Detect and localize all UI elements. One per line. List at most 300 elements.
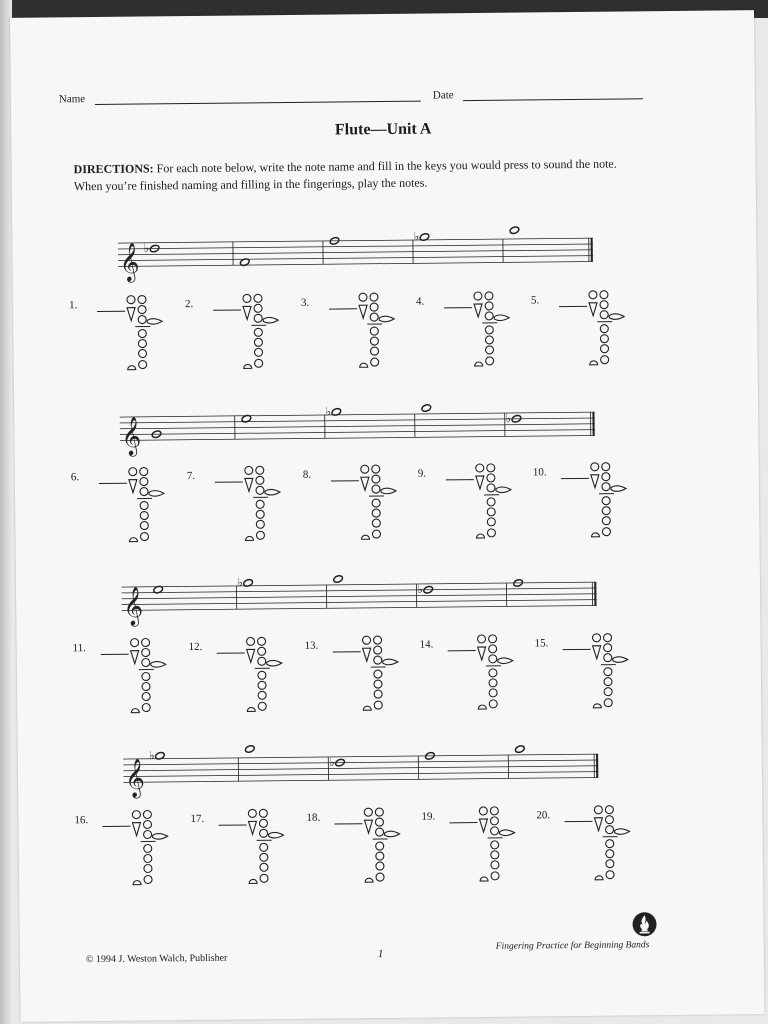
g-sharp-key[interactable] xyxy=(613,657,628,663)
thumb-key-b-flat[interactable] xyxy=(485,292,493,300)
right-hand-key-1[interactable] xyxy=(256,500,264,508)
right-hand-key-3[interactable] xyxy=(139,349,147,357)
left-hand-key-2[interactable] xyxy=(260,829,268,837)
left-hand-key-2[interactable] xyxy=(485,312,493,320)
thumb-key-b-flat[interactable] xyxy=(374,636,382,644)
thumb-lever-key[interactable] xyxy=(479,819,487,832)
right-hand-key-3[interactable] xyxy=(600,345,608,353)
left-hand-key-2[interactable] xyxy=(142,658,150,666)
right-hand-key-2[interactable] xyxy=(142,682,150,690)
left-hand-key-1[interactable] xyxy=(258,647,266,655)
note-name-blank[interactable] xyxy=(449,822,477,823)
fingering-exercise xyxy=(418,466,529,562)
right-hand-key-2[interactable] xyxy=(606,850,614,858)
name-label: Name xyxy=(58,93,86,106)
thumb-key[interactable] xyxy=(591,463,599,471)
left-hand-key-1[interactable] xyxy=(600,301,608,309)
right-hand-key-3[interactable] xyxy=(604,688,612,696)
trill-key[interactable] xyxy=(595,876,603,880)
trill-key[interactable] xyxy=(590,361,598,365)
thumb-key[interactable] xyxy=(364,808,372,816)
thumb-lever-key[interactable] xyxy=(247,649,255,662)
exercise-number: 13. xyxy=(304,639,319,652)
trill-key[interactable] xyxy=(361,535,369,539)
name-field[interactable] xyxy=(95,101,421,105)
thumb-key-b-flat[interactable] xyxy=(259,809,267,817)
fingering-exercise xyxy=(536,808,647,904)
fingering-chart xyxy=(357,462,408,553)
e-flat-key[interactable] xyxy=(602,528,610,536)
thumb-lever-key[interactable] xyxy=(474,304,482,317)
g-sharp-key[interactable] xyxy=(265,489,280,495)
left-hand-key-2[interactable] xyxy=(372,485,380,493)
right-hand-key-3[interactable] xyxy=(256,520,264,528)
trill-key[interactable] xyxy=(476,534,484,538)
g-sharp-key[interactable] xyxy=(147,319,162,325)
trill-key[interactable] xyxy=(133,881,141,885)
left-hand-key-2[interactable] xyxy=(140,487,148,495)
note-name-blank[interactable] xyxy=(329,308,357,309)
thumb-key-b-flat[interactable] xyxy=(605,806,613,814)
left-hand-key-1[interactable] xyxy=(604,644,612,652)
left-hand-key-2[interactable] xyxy=(491,827,499,835)
g-sharp-key[interactable] xyxy=(379,316,394,322)
right-hand-key-1[interactable] xyxy=(260,843,268,851)
left-hand-key-1[interactable] xyxy=(372,475,380,483)
thumb-key-b-flat[interactable] xyxy=(370,293,378,301)
fingering-exercise xyxy=(421,809,532,905)
fingering-exercise xyxy=(301,296,412,392)
note-name-blank[interactable] xyxy=(448,650,476,651)
thumb-key-b-flat[interactable] xyxy=(489,635,497,643)
staff-line xyxy=(120,424,595,429)
thumb-lever-key[interactable] xyxy=(364,820,372,833)
right-hand-key-3[interactable] xyxy=(140,521,148,529)
left-hand-key-2[interactable] xyxy=(256,486,264,494)
g-sharp-key[interactable] xyxy=(496,487,511,493)
right-hand-key-3[interactable] xyxy=(144,864,152,872)
flat-icon: ♭ xyxy=(505,411,512,426)
left-hand-key-2[interactable] xyxy=(370,313,378,321)
right-hand-key-1[interactable] xyxy=(374,670,382,678)
exercise-number: 4. xyxy=(415,295,425,308)
e-flat-key[interactable] xyxy=(372,530,380,538)
thumb-key[interactable] xyxy=(129,468,137,476)
flat-icon: ♭ xyxy=(417,582,423,597)
g-sharp-key[interactable] xyxy=(615,829,630,835)
right-hand-key-2[interactable] xyxy=(138,339,146,347)
thumb-key-b-flat[interactable] xyxy=(143,810,151,818)
g-sharp-key[interactable] xyxy=(267,660,282,666)
staff-line xyxy=(118,261,593,266)
thumb-key-b-flat[interactable] xyxy=(490,807,498,815)
right-hand-key-2[interactable] xyxy=(487,508,495,516)
thumb-key-b-flat[interactable] xyxy=(372,465,380,473)
right-hand-key-3[interactable] xyxy=(376,862,384,870)
trill-key[interactable] xyxy=(365,878,373,882)
left-hand-key-2[interactable] xyxy=(374,656,382,664)
right-hand-key-2[interactable] xyxy=(260,853,268,861)
note-name-blank[interactable] xyxy=(561,478,589,479)
left-hand-key-1[interactable] xyxy=(138,305,146,313)
exercise-number: 2. xyxy=(184,297,194,311)
e-flat-key[interactable] xyxy=(376,873,384,881)
e-flat-key[interactable] xyxy=(489,700,497,708)
thumb-key-b-flat[interactable] xyxy=(600,291,608,299)
date-field[interactable] xyxy=(463,98,643,101)
right-hand-key-3[interactable] xyxy=(602,517,610,525)
flat-icon: ♭ xyxy=(149,748,155,763)
right-hand-key-2[interactable] xyxy=(600,335,608,343)
note-name-blank[interactable] xyxy=(99,483,127,484)
note-name-blank[interactable] xyxy=(101,654,129,655)
right-hand-key-1[interactable] xyxy=(254,328,262,336)
exercise-number: 10. xyxy=(532,466,547,479)
note-name-blank[interactable] xyxy=(563,649,591,650)
e-flat-key[interactable] xyxy=(144,875,152,883)
whole-note xyxy=(515,745,526,754)
left-hand-key-1[interactable] xyxy=(602,473,610,481)
staff-line xyxy=(124,777,599,782)
right-hand-key-2[interactable] xyxy=(144,854,152,862)
exercise-number: 8. xyxy=(302,468,312,481)
thumb-lever-key[interactable] xyxy=(591,475,599,488)
thumb-key[interactable] xyxy=(359,293,367,301)
g-sharp-key[interactable] xyxy=(498,658,513,664)
note-name-blank[interactable] xyxy=(564,821,592,822)
e-flat-key[interactable] xyxy=(256,531,264,539)
left-hand-key-2[interactable] xyxy=(138,315,146,323)
fingering-exercise xyxy=(187,469,298,565)
thumb-key[interactable] xyxy=(478,635,486,643)
e-flat-key[interactable] xyxy=(491,872,499,880)
thumb-key-b-flat[interactable] xyxy=(375,808,383,816)
thumb-key[interactable] xyxy=(479,807,487,815)
treble-clef-icon: 𝄞 xyxy=(119,241,140,282)
e-flat-key[interactable] xyxy=(374,701,382,709)
right-hand-key-3[interactable] xyxy=(374,690,382,698)
e-flat-key[interactable] xyxy=(258,702,266,710)
left-hand-key-1[interactable] xyxy=(489,645,497,653)
page-number: 1 xyxy=(377,948,384,961)
thumb-lever-key[interactable] xyxy=(361,477,369,490)
fingering-exercise xyxy=(74,813,185,909)
right-hand-key-2[interactable] xyxy=(376,852,384,860)
left-hand-key-1[interactable] xyxy=(370,303,378,311)
thumb-key[interactable] xyxy=(243,294,251,302)
left-hand-key-2[interactable] xyxy=(254,314,262,322)
note-name-blank[interactable] xyxy=(334,823,362,824)
thumb-lever-key[interactable] xyxy=(363,648,371,661)
note-name-blank[interactable] xyxy=(559,306,587,307)
flat-icon: ♭ xyxy=(237,575,243,590)
g-sharp-key[interactable] xyxy=(381,488,396,494)
note-name-blank[interactable] xyxy=(331,480,359,481)
note-name-blank[interactable] xyxy=(102,826,130,827)
thumb-key[interactable] xyxy=(127,296,135,304)
left-hand-key-1[interactable] xyxy=(375,818,383,826)
thumb-lever-key[interactable] xyxy=(245,478,253,491)
flat-icon: ♭ xyxy=(143,240,150,256)
g-sharp-key[interactable] xyxy=(383,659,398,665)
right-hand-key-3[interactable] xyxy=(489,689,497,697)
thumb-lever-key[interactable] xyxy=(248,821,256,834)
note-name-blank[interactable] xyxy=(215,481,243,482)
right-hand-key-1[interactable] xyxy=(370,327,378,335)
right-hand-key-2[interactable] xyxy=(256,510,264,518)
thumb-lever-key[interactable] xyxy=(243,306,251,319)
right-hand-key-2[interactable] xyxy=(370,337,378,345)
fingering-chart xyxy=(125,464,176,555)
fingering-exercise xyxy=(416,295,527,391)
exercise-number: 14. xyxy=(419,638,434,651)
right-hand-key-2[interactable] xyxy=(489,679,497,687)
thumb-key[interactable] xyxy=(247,637,255,645)
note-name-blank[interactable] xyxy=(213,309,241,310)
e-flat-key[interactable] xyxy=(606,871,614,879)
thumb-lever-key[interactable] xyxy=(359,305,367,318)
left-hand-key-1[interactable] xyxy=(490,817,498,825)
thumb-lever-key[interactable] xyxy=(589,303,597,316)
right-hand-key-2[interactable] xyxy=(372,509,380,517)
fingering-chart xyxy=(239,291,290,382)
thumb-key[interactable] xyxy=(476,464,484,472)
left-hand-key-2[interactable] xyxy=(487,484,495,492)
thumb-lever-key[interactable] xyxy=(127,308,135,321)
exercise-number: 19. xyxy=(421,810,436,823)
g-sharp-key[interactable] xyxy=(500,830,515,836)
fingering-chart xyxy=(590,802,641,893)
e-flat-key[interactable] xyxy=(260,874,268,882)
left-hand-key-2[interactable] xyxy=(144,830,152,838)
g-sharp-key[interactable] xyxy=(494,315,509,321)
e-flat-key[interactable] xyxy=(487,529,495,537)
right-hand-key-1[interactable] xyxy=(487,498,495,506)
right-hand-key-1[interactable] xyxy=(144,844,152,852)
thumb-key-b-flat[interactable] xyxy=(487,464,495,472)
thumb-key[interactable] xyxy=(474,292,482,300)
left-hand-key-2[interactable] xyxy=(258,657,266,665)
exercise-number: 1. xyxy=(68,299,78,312)
thumb-lever-key[interactable] xyxy=(132,823,140,836)
g-sharp-key[interactable] xyxy=(269,832,284,838)
trill-key[interactable] xyxy=(363,706,371,710)
right-hand-key-1[interactable] xyxy=(140,501,148,509)
left-hand-key-1[interactable] xyxy=(254,304,262,312)
trill-key[interactable] xyxy=(131,709,139,713)
e-flat-key[interactable] xyxy=(601,356,609,364)
left-hand-key-2[interactable] xyxy=(376,828,384,836)
trill-key[interactable] xyxy=(593,704,601,708)
thumb-key-b-flat[interactable] xyxy=(604,634,612,642)
thumb-key-b-flat[interactable] xyxy=(140,467,148,475)
trill-key[interactable] xyxy=(475,362,483,366)
note-name-blank[interactable] xyxy=(333,651,361,652)
e-flat-key[interactable] xyxy=(139,360,147,368)
g-sharp-key[interactable] xyxy=(153,834,168,840)
staff-line xyxy=(121,582,596,587)
whole-note xyxy=(509,226,520,235)
trill-key[interactable] xyxy=(249,879,257,883)
g-sharp-key[interactable] xyxy=(385,831,400,837)
left-hand-key-1[interactable] xyxy=(256,476,264,484)
e-flat-key[interactable] xyxy=(142,703,150,711)
staff-line xyxy=(122,588,597,593)
right-hand-key-3[interactable] xyxy=(487,518,495,526)
trill-key[interactable] xyxy=(129,538,137,542)
thumb-key[interactable] xyxy=(589,291,597,299)
g-sharp-key[interactable] xyxy=(151,662,166,668)
trill-key[interactable] xyxy=(128,366,136,370)
torch-logo-icon xyxy=(631,911,657,937)
exercise-number: 9. xyxy=(417,467,427,480)
right-hand-key-1[interactable] xyxy=(142,672,150,680)
g-sharp-key[interactable] xyxy=(263,317,278,323)
right-hand-key-1[interactable] xyxy=(376,842,384,850)
note-name-blank[interactable] xyxy=(217,652,245,653)
fingering-exercise xyxy=(533,465,644,561)
fingering-chart xyxy=(475,804,526,895)
g-sharp-key[interactable] xyxy=(609,314,624,320)
right-hand-key-3[interactable] xyxy=(258,691,266,699)
thumb-lever-key[interactable] xyxy=(129,480,137,493)
fingering-exercise xyxy=(189,640,300,736)
thumb-key[interactable] xyxy=(593,634,601,642)
thumb-key[interactable] xyxy=(363,636,371,644)
right-hand-key-2[interactable] xyxy=(485,336,493,344)
left-hand-key-1[interactable] xyxy=(485,302,493,310)
right-hand-key-1[interactable] xyxy=(491,841,499,849)
scan-shadow-left xyxy=(0,0,12,1024)
thumb-lever-key[interactable] xyxy=(131,651,139,664)
right-hand-key-1[interactable] xyxy=(602,497,610,505)
right-hand-key-2[interactable] xyxy=(602,507,610,515)
right-hand-key-2[interactable] xyxy=(258,681,266,689)
left-hand-key-2[interactable] xyxy=(489,655,497,663)
left-hand-key-1[interactable] xyxy=(259,819,267,827)
right-hand-key-2[interactable] xyxy=(374,680,382,688)
right-hand-key-3[interactable] xyxy=(370,347,378,355)
thumb-key-b-flat[interactable] xyxy=(254,294,262,302)
music-staff xyxy=(76,745,646,798)
fingering-exercise xyxy=(69,298,180,394)
left-hand-key-2[interactable] xyxy=(602,483,610,491)
exercise-number: 11. xyxy=(72,642,87,655)
right-hand-key-1[interactable] xyxy=(372,499,380,507)
directions-label: DIRECTIONS: xyxy=(73,161,154,177)
right-hand-key-1[interactable] xyxy=(258,671,266,679)
exercise-number: 16. xyxy=(74,814,89,827)
left-hand-key-1[interactable] xyxy=(487,474,495,482)
thumb-key-b-flat[interactable] xyxy=(258,637,266,645)
thumb-lever-key[interactable] xyxy=(476,476,484,489)
left-hand-key-1[interactable] xyxy=(374,646,382,654)
e-flat-key[interactable] xyxy=(486,357,494,365)
right-hand-key-1[interactable] xyxy=(489,669,497,677)
trill-key[interactable] xyxy=(247,707,255,711)
thumb-key-b-flat[interactable] xyxy=(602,463,610,471)
trill-key[interactable] xyxy=(480,877,488,881)
right-hand-key-1[interactable] xyxy=(485,326,493,334)
thumb-key[interactable] xyxy=(245,466,253,474)
worksheet-page xyxy=(10,10,764,1022)
thumb-key-b-flat[interactable] xyxy=(142,638,150,646)
right-hand-key-3[interactable] xyxy=(485,346,493,354)
trill-key[interactable] xyxy=(244,364,252,368)
right-hand-key-3[interactable] xyxy=(142,692,150,700)
thumb-lever-key[interactable] xyxy=(594,818,602,831)
left-hand-key-2[interactable] xyxy=(604,654,612,662)
exercise-number: 18. xyxy=(306,811,321,824)
g-sharp-key[interactable] xyxy=(611,486,626,492)
left-hand-key-1[interactable] xyxy=(142,648,150,656)
thumb-key[interactable] xyxy=(248,809,256,817)
note-name-blank[interactable] xyxy=(218,824,246,825)
right-hand-key-3[interactable] xyxy=(491,861,499,869)
right-hand-key-1[interactable] xyxy=(606,840,614,848)
e-flat-key[interactable] xyxy=(255,359,263,367)
fingering-chart xyxy=(358,633,409,724)
thumb-key-b-flat[interactable] xyxy=(138,295,146,303)
thumb-lever-key[interactable] xyxy=(478,647,486,660)
exercise-number: 6. xyxy=(70,471,80,484)
right-hand-key-3[interactable] xyxy=(606,860,614,868)
trill-key[interactable] xyxy=(478,705,486,709)
thumb-key[interactable] xyxy=(594,806,602,814)
e-flat-key[interactable] xyxy=(371,358,379,366)
fingering-chart xyxy=(472,461,523,552)
staff-line xyxy=(118,250,593,255)
right-hand-key-2[interactable] xyxy=(254,338,262,346)
thumb-key[interactable] xyxy=(131,639,139,647)
left-hand-key-1[interactable] xyxy=(605,816,613,824)
right-hand-key-1[interactable] xyxy=(604,668,612,676)
trill-key[interactable] xyxy=(360,363,368,367)
fingering-chart xyxy=(128,807,179,898)
thumb-lever-key[interactable] xyxy=(593,646,601,659)
e-flat-key[interactable] xyxy=(140,532,148,540)
music-staff xyxy=(70,229,640,282)
fingering-exercise xyxy=(71,470,182,566)
right-hand-key-3[interactable] xyxy=(260,863,268,871)
fingering-chart xyxy=(473,632,524,723)
left-hand-key-2[interactable] xyxy=(600,311,608,319)
note-name-blank[interactable] xyxy=(97,311,125,312)
right-hand-key-1[interactable] xyxy=(600,325,608,333)
right-hand-key-3[interactable] xyxy=(372,519,380,527)
trill-key[interactable] xyxy=(591,533,599,537)
thumb-key[interactable] xyxy=(361,465,369,473)
note-name-blank[interactable] xyxy=(444,307,472,308)
g-sharp-key[interactable] xyxy=(149,491,164,497)
left-hand-key-1[interactable] xyxy=(143,820,151,828)
right-hand-key-1[interactable] xyxy=(138,329,146,337)
thumb-key-b-flat[interactable] xyxy=(256,466,264,474)
trill-key[interactable] xyxy=(245,536,253,540)
staff-line xyxy=(120,435,595,440)
right-hand-key-2[interactable] xyxy=(491,851,499,859)
e-flat-key[interactable] xyxy=(604,699,612,707)
note-name-blank[interactable] xyxy=(446,479,474,480)
thumb-key[interactable] xyxy=(132,811,140,819)
right-hand-key-3[interactable] xyxy=(254,348,262,356)
right-hand-key-2[interactable] xyxy=(604,678,612,686)
staff-line xyxy=(122,594,597,599)
fingering-exercise xyxy=(306,811,417,907)
left-hand-key-1[interactable] xyxy=(140,477,148,485)
left-hand-key-2[interactable] xyxy=(606,826,614,834)
right-hand-key-2[interactable] xyxy=(140,511,148,519)
